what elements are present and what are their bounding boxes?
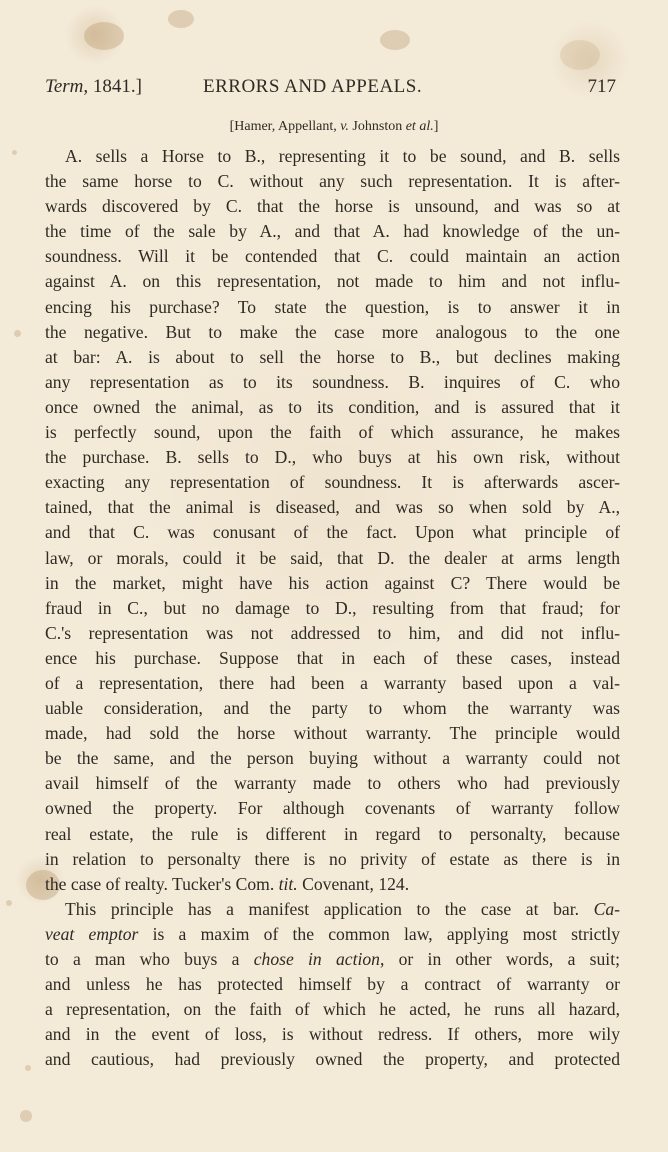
text-line: C.'s representation was not addressed to him, and did not influ- <box>45 622 620 643</box>
text-line: soundness. Will it be contended that C. could maintain an action <box>45 246 620 267</box>
term-year: Term, 1841.] <box>45 76 142 97</box>
text-line: and in the event of loss, is without redress. If others, more wily <box>45 1024 620 1045</box>
text-line: A. sells a Horse to B., representing it to be sound, and B. sells <box>65 146 620 166</box>
section-title: ERRORS AND APPEALS. <box>203 76 423 97</box>
text-line: ence his purchase. Suppose that in each of these cases, instead <box>45 647 620 668</box>
text-line: the same horse to C. without any such representation. It is after- <box>45 171 620 192</box>
text-line: tained, that the animal is diseased, and was so when sold by A., <box>45 497 620 518</box>
text-line: against A. on this representation, not made to him and not influ- <box>45 271 620 292</box>
text-line: the negative. But to make the case more analogous to the one <box>45 321 620 342</box>
running-head <box>45 76 616 102</box>
text-line: in the market, might have his action against C? There would be <box>45 572 620 593</box>
text-line: avail himself of the warranty made to others who had previously <box>45 773 620 794</box>
text-line: This principle has a manifest application to the case at bar. Ca- <box>65 898 620 919</box>
text-line: the purchase. B. sells to D., who buys at his own risk, without <box>45 447 620 468</box>
text-line: is perfectly sound, upon the faith of which assurance, he makes <box>45 422 620 443</box>
text-line: of a representation, there had been a warranty based upon a val- <box>45 672 620 693</box>
case-caption: [Hamer, Appellant, v. Johnston et al.] <box>229 119 439 134</box>
text-line: once owned the animal, as to its condition, and is assured that it <box>45 396 620 417</box>
text-line: wards discovered by C. that the horse is unsound, and was so at <box>45 196 620 217</box>
text-line: fraud in C., but no damage to D., resulting from that fraud; for <box>45 597 620 618</box>
text-line: at bar: A. is about to sell the horse to B., but declines making <box>45 346 620 367</box>
text-line: and unless he has protected himself by a contract of warranty or <box>45 974 620 995</box>
page-number: 717 <box>587 76 616 97</box>
text-line: the case of realty. Tucker's Com. tit. Covenant, 124. <box>45 873 410 894</box>
text-line: made, had sold the horse without warranty. The principle would <box>45 723 620 744</box>
body-text <box>45 144 620 1072</box>
text-line: be the same, and the person buying without a warranty could not <box>45 748 620 769</box>
text-line: in relation to personalty there is no privity of estate as there is in <box>45 848 620 869</box>
text-line: law, or morals, could it be said, that D. the dealer at arms length <box>45 547 620 568</box>
text-line: veat emptor is a maxim of the common law, applying most strictly <box>45 923 621 944</box>
text-line: real estate, the rule is different in regard to personalty, because <box>45 823 620 844</box>
text-line: and cautious, had previously owned the property, and protected <box>45 1049 620 1070</box>
text-line: exacting any representation of soundness. It is afterwards ascer- <box>45 472 620 493</box>
text-line: a representation, on the faith of which he acted, he runs all hazard, <box>45 999 620 1020</box>
text-line: uable consideration, and the party to whom the warranty was <box>45 698 620 719</box>
text-line: and that C. was conusant of the fact. Upon what principle of <box>45 522 620 543</box>
text-line: encing his purchase? To state the question, is to answer it in <box>45 296 620 317</box>
text-line: owned the property. For although covenants of warranty follow <box>45 798 620 819</box>
text-line: the time of the sale by A., and that A. had knowledge of the un- <box>45 221 620 242</box>
text-line: to a man who buys a chose in action, or in other words, a suit; <box>45 949 620 969</box>
text-line: any representation as to its soundness. B. inquires of C. who <box>45 371 620 392</box>
